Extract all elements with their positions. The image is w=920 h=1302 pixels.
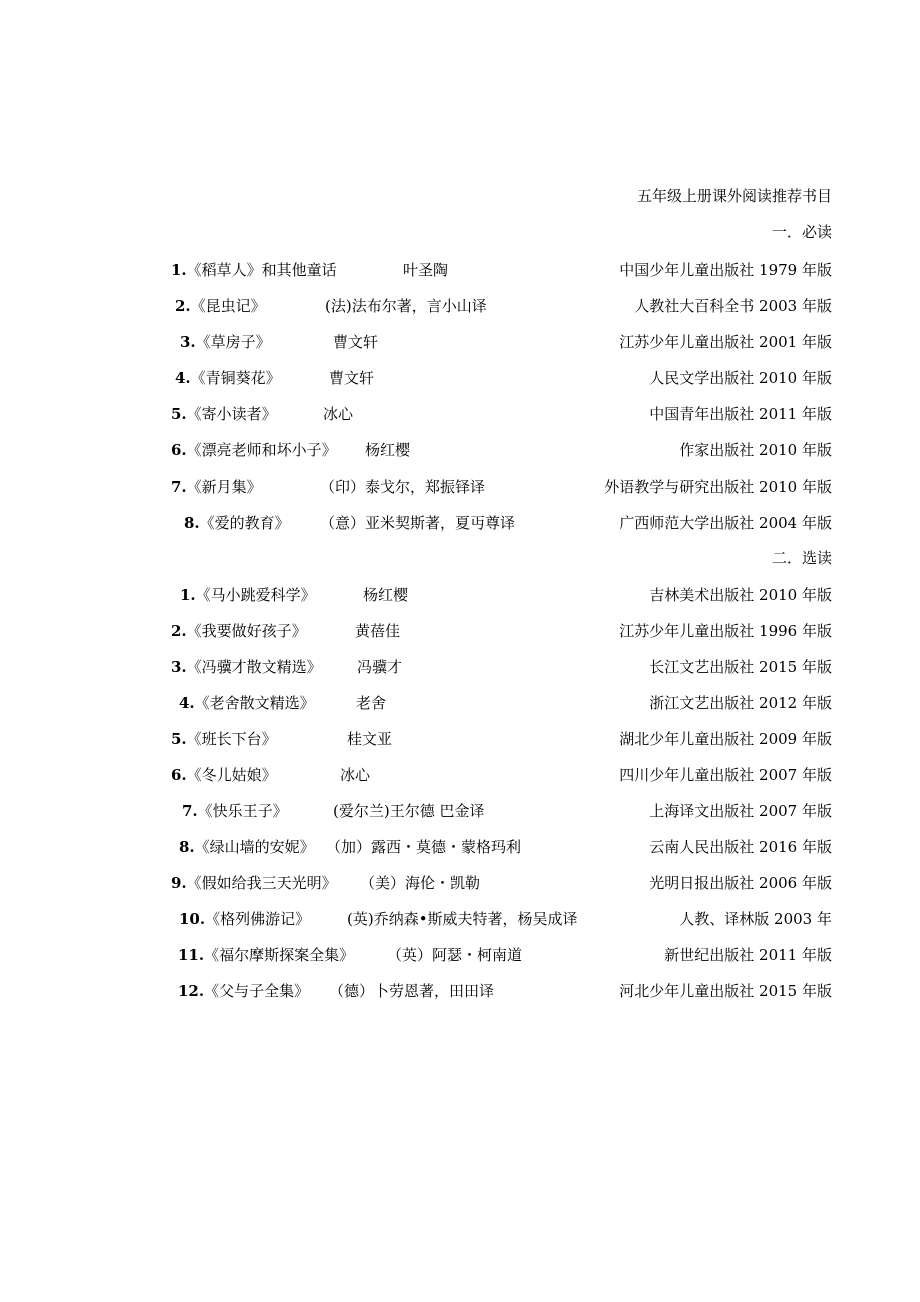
item-number: 3.: [180, 333, 196, 351]
item-publisher: 河北少年儿童出版社 2015 年版: [619, 982, 832, 1000]
item-number: 11.: [178, 946, 205, 964]
item-title: [180, 585, 316, 605]
item-author: （德）卜劳恩著，田田译: [329, 982, 495, 1000]
item-title-text: 《漂亮老师和坏小子》: [186, 441, 337, 459]
item-title-text: 《老舍散文精选》: [194, 694, 315, 712]
item-author: 曹文轩: [329, 369, 375, 387]
item-author: (爱尔兰)王尔德 巴金译: [333, 802, 485, 820]
item-publisher: 中国青年出版社 2011 年版: [649, 405, 832, 423]
item-author: 冯骥才: [357, 658, 403, 676]
item-author: （美）海伦・凯勒: [360, 874, 481, 892]
item-author: 黄蓓佳: [355, 622, 401, 640]
item-number: 4.: [175, 369, 191, 387]
item-author: 老舍: [356, 694, 387, 712]
item-title: [184, 513, 290, 533]
item-number: 8.: [184, 514, 200, 532]
item-number: 1.: [171, 261, 187, 279]
item-author: （意）亚米契斯著，夏丏尊译: [320, 514, 516, 532]
item-title-text: 《青铜葵花》: [190, 369, 281, 387]
item-author: （印）泰戈尔，郑振铎译: [320, 478, 486, 496]
item-title: [171, 440, 337, 460]
item-number: 7.: [182, 802, 198, 820]
item-title: [178, 945, 354, 965]
item-publisher: 人民文学出版社 2010 年版: [649, 369, 832, 387]
item-number: 2.: [171, 622, 187, 640]
item-publisher: 作家出版社 2010 年版: [679, 441, 832, 459]
item-author: 冰心: [323, 405, 354, 423]
item-title: [175, 368, 281, 388]
item-title: [179, 693, 315, 713]
document-title: 五年级上册课外阅读推荐书目: [636, 187, 832, 205]
item-author: (法)法布尔著，言小山译: [325, 297, 487, 315]
item-publisher: 江苏少年儿童出版社 1996 年版: [619, 622, 832, 640]
item-publisher: 湖北少年儿童出版社 2009 年版: [619, 730, 832, 748]
item-title: [171, 621, 307, 641]
item-publisher: 光明日报出版社 2006 年版: [649, 874, 832, 892]
section-heading-required: 一．必读: [771, 223, 832, 241]
item-title-text: 《快乐王子》: [197, 802, 288, 820]
item-title-text: 《绿山墙的安妮》: [194, 838, 315, 856]
item-title: [180, 332, 271, 352]
item-number: 8.: [179, 838, 195, 856]
item-title: [182, 801, 288, 821]
item-title: [179, 837, 315, 857]
item-title-text: 《寄小读者》: [186, 405, 277, 423]
item-title-text: 《冬儿姑娘》: [186, 766, 277, 784]
item-title-text: 《冯骥才散文精选》: [186, 658, 322, 676]
item-title-text: 《假如给我三天光明》: [186, 874, 337, 892]
item-number: 4.: [179, 694, 195, 712]
item-title: [171, 873, 337, 893]
item-title: [171, 404, 277, 424]
item-title-text: 《昆虫记》: [190, 297, 266, 315]
item-author: （英）阿瑟・柯南道: [387, 946, 523, 964]
item-number: 12.: [178, 982, 205, 1000]
item-author: (英)乔纳森•斯威夫特著，杨吴成译: [347, 910, 578, 928]
item-number: 7.: [171, 478, 187, 496]
item-author: （加）露西・莫德・蒙格玛利: [326, 838, 522, 856]
item-number: 10.: [179, 910, 206, 928]
item-author: 杨红樱: [363, 586, 409, 604]
item-publisher: 上海译文出版社 2007 年版: [649, 802, 832, 820]
item-title: [171, 729, 277, 749]
item-author: 杨红樱: [365, 441, 411, 459]
item-number: 6.: [171, 766, 187, 784]
item-author: 桂文亚: [347, 730, 393, 748]
item-title: [171, 657, 322, 677]
item-publisher: 江苏少年儿童出版社 2001 年版: [619, 333, 832, 351]
item-number: 6.: [171, 441, 187, 459]
item-author: 叶圣陶: [403, 261, 449, 279]
item-number: 5.: [171, 730, 187, 748]
item-publisher: 浙江文艺出版社 2012 年版: [649, 694, 832, 712]
item-title-text: 《格列佛游记》: [205, 910, 311, 928]
item-title: [178, 981, 309, 1001]
item-publisher: 四川少年儿童出版社 2007 年版: [619, 766, 832, 784]
item-publisher: 新世纪出版社 2011 年版: [664, 946, 832, 964]
item-author: 曹文轩: [333, 333, 379, 351]
item-publisher: 中国少年儿童出版社 1979 年版: [619, 261, 832, 279]
item-title: [171, 260, 337, 280]
item-publisher: 人教社大百科全书 2003 年版: [634, 297, 832, 315]
item-publisher: 外语教学与研究出版社 2010 年版: [604, 478, 832, 496]
item-number: 2.: [175, 297, 191, 315]
item-title-text: 《马小跳爱科学》: [195, 586, 316, 604]
item-number: 5.: [171, 405, 187, 423]
item-title-text: 《福尔摩斯探案全集》: [204, 946, 355, 964]
item-title-text: 《班长下台》: [186, 730, 277, 748]
item-publisher: 人教、译林版 2003 年: [679, 910, 832, 928]
item-publisher: 长江文艺出版社 2015 年版: [649, 658, 832, 676]
item-number: 1.: [180, 586, 196, 604]
item-title: [179, 909, 310, 929]
item-publisher: 广西师范大学出版社 2004 年版: [619, 514, 832, 532]
item-number: 9.: [171, 874, 187, 892]
item-title-text: 《新月集》: [186, 478, 262, 496]
item-publisher: 吉林美术出版社 2010 年版: [649, 586, 832, 604]
item-title: [171, 765, 277, 785]
item-publisher: 云南人民出版社 2016 年版: [649, 838, 832, 856]
item-title: [171, 477, 262, 497]
item-number: 3.: [171, 658, 187, 676]
item-author: 冰心: [340, 766, 371, 784]
item-title-text: 《我要做好孩子》: [186, 622, 307, 640]
item-title: [175, 296, 266, 316]
item-title-text: 《爱的教育》: [199, 514, 290, 532]
item-title-text: 《稻草人》和其他童话: [186, 261, 337, 279]
item-title-text: 《父与子全集》: [204, 982, 310, 1000]
item-title-text: 《草房子》: [195, 333, 271, 351]
section-heading-optional: 二．选读: [771, 549, 832, 567]
